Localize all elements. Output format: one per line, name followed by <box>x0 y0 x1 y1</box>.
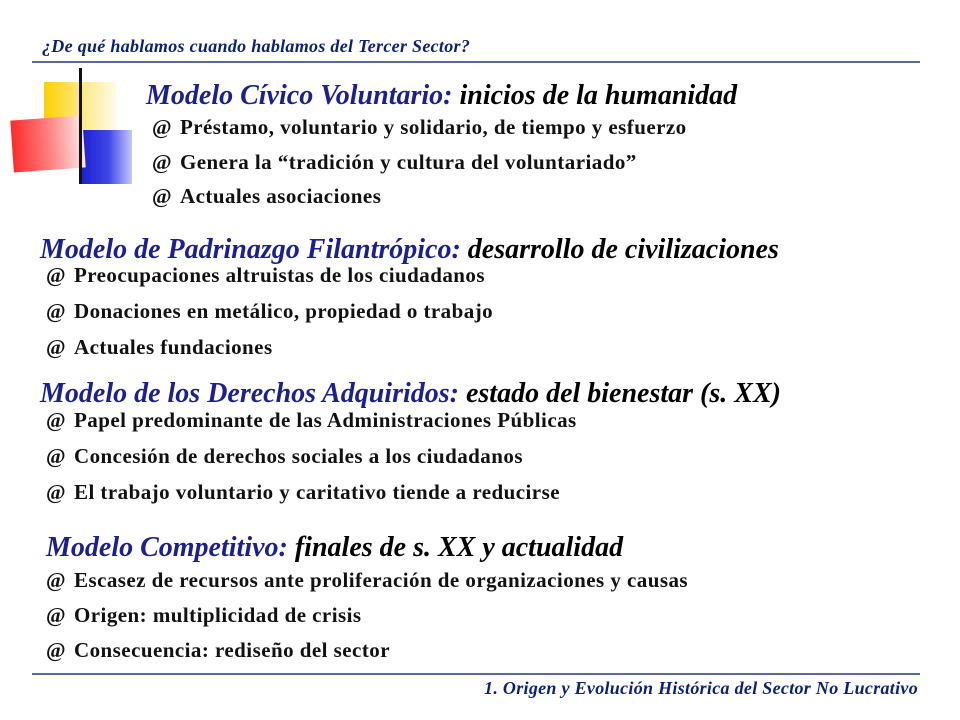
at-bullet-icon: @ <box>46 603 66 627</box>
section-title: Modelo de Padrinazgo Filantrópico: <box>40 234 461 265</box>
list-item-text: Genera la “tradición y cultura del voluntariado” <box>179 150 637 174</box>
section-heading-civico <box>146 80 737 112</box>
list-item <box>46 638 390 663</box>
at-bullet-icon: @ <box>46 638 66 662</box>
section-title: Modelo de los Derechos Adquiridos: <box>40 378 459 409</box>
list-item-text: Actuales fundaciones <box>73 335 273 359</box>
list-item <box>46 603 362 628</box>
list-item <box>152 115 687 140</box>
list-item <box>152 150 637 175</box>
at-bullet-icon: @ <box>152 184 172 208</box>
section-title: Modelo Cívico Voluntario: <box>146 80 453 111</box>
footer-divider <box>32 673 920 675</box>
list-item-text: Actuales asociaciones <box>179 184 382 208</box>
at-bullet-icon: @ <box>152 115 172 139</box>
red-square-shape <box>10 116 85 173</box>
section-heading-padrinazgo <box>40 234 779 266</box>
list-item <box>46 408 577 433</box>
list-item <box>46 444 523 469</box>
at-bullet-icon: @ <box>46 568 66 592</box>
list-item <box>46 263 485 288</box>
at-bullet-icon: @ <box>152 150 172 174</box>
list-item <box>46 568 688 593</box>
list-item-text: El trabajo voluntario y caritativo tiende a reducirse <box>73 480 560 504</box>
list-item <box>46 299 493 324</box>
list-item-text: Origen: multiplicidad de crisis <box>73 603 362 627</box>
slide-header: ¿De qué hablamos cuando hablamos del Tercer Sector? <box>42 36 471 56</box>
decorative-squares-logo <box>10 68 130 188</box>
at-bullet-icon: @ <box>46 335 66 359</box>
at-bullet-icon: @ <box>46 263 66 287</box>
list-item-text: Preocupaciones altruistas de los ciudadanos <box>73 263 485 287</box>
header-divider <box>32 61 920 63</box>
list-item-text: Papel predominante de las Administraciones Públicas <box>73 408 577 432</box>
list-item-text: Concesión de derechos sociales a los ciudadanos <box>73 444 523 468</box>
section-subtitle: estado del bienestar (s. XX) <box>465 378 781 409</box>
list-item <box>46 335 273 360</box>
list-item-text: Préstamo, voluntario y solidario, de tiempo y esfuerzo <box>179 115 687 139</box>
list-item <box>46 480 560 505</box>
list-item-text: Donaciones en metálico, propiedad o trabajo <box>73 299 494 323</box>
list-item-text: Consecuencia: rediseño del sector <box>73 638 390 662</box>
slide-footer: 1. Origen y Evolución Histórica del Sector No Lucrativo <box>484 678 918 698</box>
section-subtitle: desarrollo de civilizaciones <box>467 234 779 265</box>
at-bullet-icon: @ <box>46 299 66 323</box>
at-bullet-icon: @ <box>46 408 66 432</box>
at-bullet-icon: @ <box>46 444 66 468</box>
section-heading-competitivo <box>46 532 623 564</box>
section-heading-derechos <box>40 378 781 410</box>
list-item-text: Escasez de recursos ante proliferación de organizaciones y causas <box>73 568 689 592</box>
at-bullet-icon: @ <box>46 480 66 504</box>
list-item <box>152 184 381 209</box>
blue-square-shape <box>80 130 132 184</box>
section-subtitle: inicios de la humanidad <box>459 80 738 111</box>
section-title: Modelo Competitivo: <box>46 532 288 563</box>
vertical-bar-shape <box>79 68 82 184</box>
section-subtitle: finales de s. XX y actualidad <box>294 532 624 563</box>
